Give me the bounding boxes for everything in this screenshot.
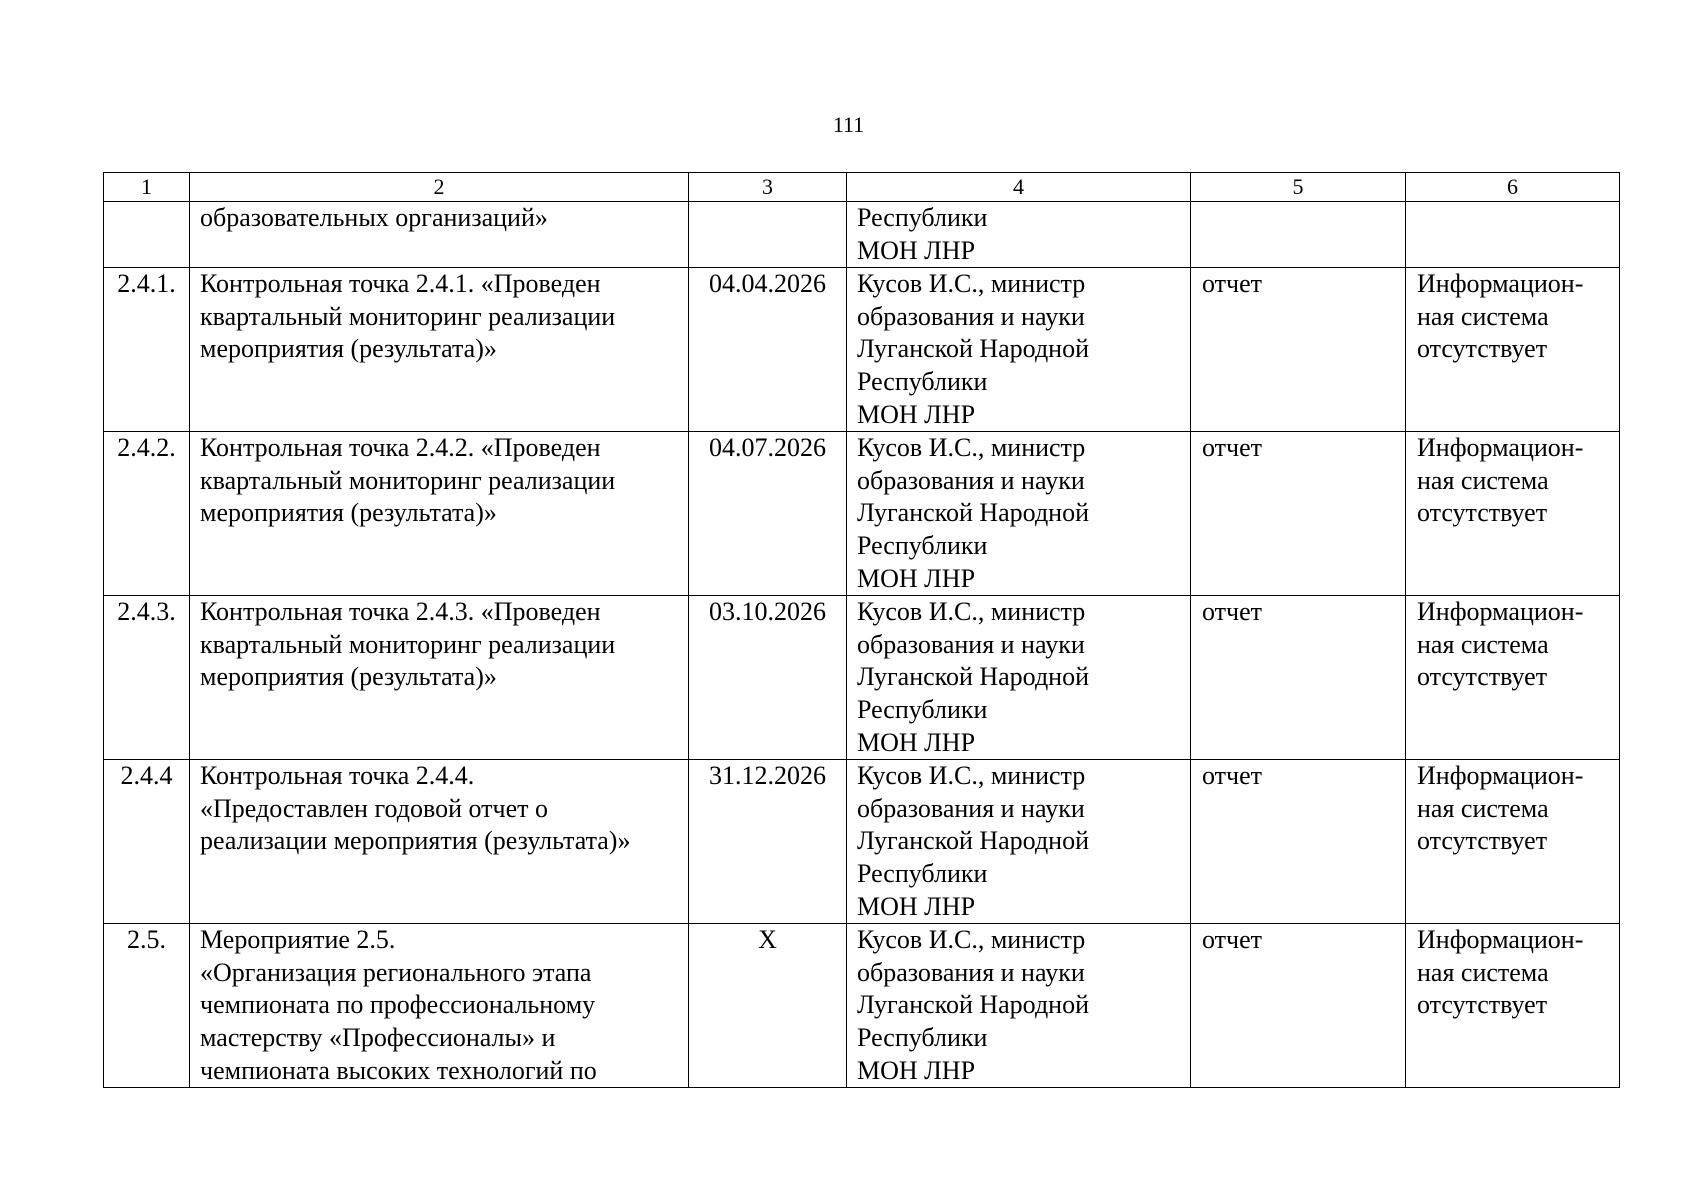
cell-line: Информацион- [1417, 597, 1584, 627]
cell-line: ная система [1417, 793, 1549, 823]
cell-line: МОН ЛНР [857, 1055, 976, 1085]
column-header-5: 5 [1191, 173, 1406, 202]
cell-date: 03.10.2026 [689, 596, 847, 760]
cell-document: отчет [1191, 924, 1406, 1088]
cell-line: отсутствует [1417, 826, 1548, 856]
cell-line: «Организация регионального этапа [200, 957, 592, 987]
cell-date: 04.07.2026 [689, 432, 847, 596]
plan-table [103, 172, 1620, 1088]
cell-document: отчет [1191, 268, 1406, 432]
cell-line: МОН ЛНР [857, 563, 976, 593]
cell-line: Луганской Народной [857, 498, 1089, 528]
column-header-6: 6 [1406, 173, 1620, 202]
column-header-1: 1 [104, 173, 190, 202]
cell-line: реализации мероприятия (результата)» [200, 826, 631, 856]
cell-line: чемпионата высоких технологий по [200, 1055, 597, 1085]
cell-line: квартальный мониторинг реализации [200, 629, 616, 659]
cell-line: квартальный мониторинг реализации [200, 301, 616, 331]
cell-number: 2.4.1. [104, 268, 190, 432]
cell-line: Луганской Народной [857, 662, 1089, 692]
cell-line: отсутствует [1417, 990, 1548, 1020]
cell-line: образования и науки [857, 957, 1085, 987]
table-row [104, 760, 1620, 924]
cell-date: Х [689, 924, 847, 1088]
column-header-2: 2 [190, 173, 689, 202]
cell-document: отчет [1191, 596, 1406, 760]
cell-line: отсутствует [1417, 498, 1548, 528]
cell-line: Кусов И.С., министр [857, 761, 1086, 791]
cell-line: Республики [857, 530, 988, 560]
cell-responsible [847, 432, 1191, 596]
cell-line: Кусов И.С., министр [857, 433, 1086, 463]
cell-line: мероприятия (результата)» [200, 662, 497, 692]
cell-line: ная система [1417, 957, 1549, 987]
cell-responsible [847, 268, 1191, 432]
cell-info-system [1406, 760, 1620, 924]
cell-line: Республики [857, 1022, 988, 1052]
table-row [104, 596, 1620, 760]
cell-line: мероприятия (результата)» [200, 498, 497, 528]
cell-line: образования и науки [857, 629, 1085, 659]
cell-line: МОН ЛНР [857, 891, 976, 921]
cell-line: Республики [857, 694, 988, 724]
cell-name [190, 268, 689, 432]
cell-line: мероприятия (результата)» [200, 334, 497, 364]
cell-line: Информацион- [1417, 761, 1584, 791]
cell-line: Информацион- [1417, 269, 1584, 299]
cell-responsible [847, 596, 1191, 760]
column-header-3: 3 [689, 173, 847, 202]
cell-date [689, 202, 847, 268]
cell-line: образовательных организаций» [200, 203, 548, 232]
cell-line: Кусов И.С., министр [857, 269, 1086, 299]
cell-number: 2.5. [104, 924, 190, 1088]
table-row [104, 432, 1620, 596]
cell-info-system [1406, 596, 1620, 760]
cell-document [1191, 202, 1406, 268]
cell-name [190, 924, 689, 1088]
cell-line: МОН ЛНР [857, 399, 976, 429]
cell-document: отчет [1191, 432, 1406, 596]
continuation-row [104, 202, 1620, 268]
cell-line: мастерству «Профессионалы» и [200, 1022, 556, 1052]
cell-responsible [847, 202, 1191, 268]
cell-line: отсутствует [1417, 662, 1548, 692]
cell-line: Кусов И.С., министр [857, 597, 1086, 627]
table-row [104, 924, 1620, 1088]
cell-info-system [1406, 924, 1620, 1088]
cell-line: Луганской Народной [857, 334, 1089, 364]
cell-line: Республики [857, 366, 988, 396]
cell-line: Луганской Народной [857, 990, 1089, 1020]
cell-info-system [1406, 268, 1620, 432]
cell-line: Контрольная точка 2.4.1. «Проведен [200, 269, 601, 299]
cell-line: «Предоставлен годовой отчет о [200, 793, 548, 823]
cell-name [190, 760, 689, 924]
cell-line: Информацион- [1417, 925, 1584, 955]
cell-line: Контрольная точка 2.4.3. «Проведен [200, 597, 601, 627]
cell-document: отчет [1191, 760, 1406, 924]
cell-line: Республики [857, 858, 988, 888]
cell-line: МОН ЛНР [857, 727, 976, 757]
cell-name [190, 596, 689, 760]
cell-number [104, 202, 190, 268]
cell-line: Мероприятие 2.5. [200, 925, 396, 955]
cell-name [190, 432, 689, 596]
cell-line: образования и науки [857, 301, 1085, 331]
cell-number: 2.4.2. [104, 432, 190, 596]
cell-line: ная система [1417, 465, 1549, 495]
cell-number: 2.4.4 [104, 760, 190, 924]
cell-line: Контрольная точка 2.4.2. «Проведен [200, 433, 601, 463]
cell-line: Луганской Народной [857, 826, 1089, 856]
table-row [104, 268, 1620, 432]
cell-name [190, 202, 689, 268]
cell-line: Республики [857, 203, 988, 232]
cell-line: образования и науки [857, 793, 1085, 823]
cell-line: квартальный мониторинг реализации [200, 465, 616, 495]
cell-line: ная система [1417, 629, 1549, 659]
cell-line: Кусов И.С., министр [857, 925, 1086, 955]
cell-responsible [847, 924, 1191, 1088]
cell-date: 04.04.2026 [689, 268, 847, 432]
cell-line: отсутствует [1417, 334, 1548, 364]
cell-date: 31.12.2026 [689, 760, 847, 924]
cell-line: ная система [1417, 301, 1549, 331]
cell-responsible [847, 760, 1191, 924]
cell-info-system [1406, 432, 1620, 596]
page-number: 111 [832, 112, 865, 137]
cell-line: МОН ЛНР [857, 235, 976, 265]
cell-line: образования и науки [857, 465, 1085, 495]
cell-line: Контрольная точка 2.4.4. [200, 761, 475, 791]
cell-number: 2.4.3. [104, 596, 190, 760]
cell-line: чемпионата по профессиональному [200, 990, 596, 1020]
column-number-row [104, 173, 1620, 202]
cell-line: Информацион- [1417, 433, 1584, 463]
cell-info-system [1406, 202, 1620, 268]
column-header-4: 4 [847, 173, 1191, 202]
